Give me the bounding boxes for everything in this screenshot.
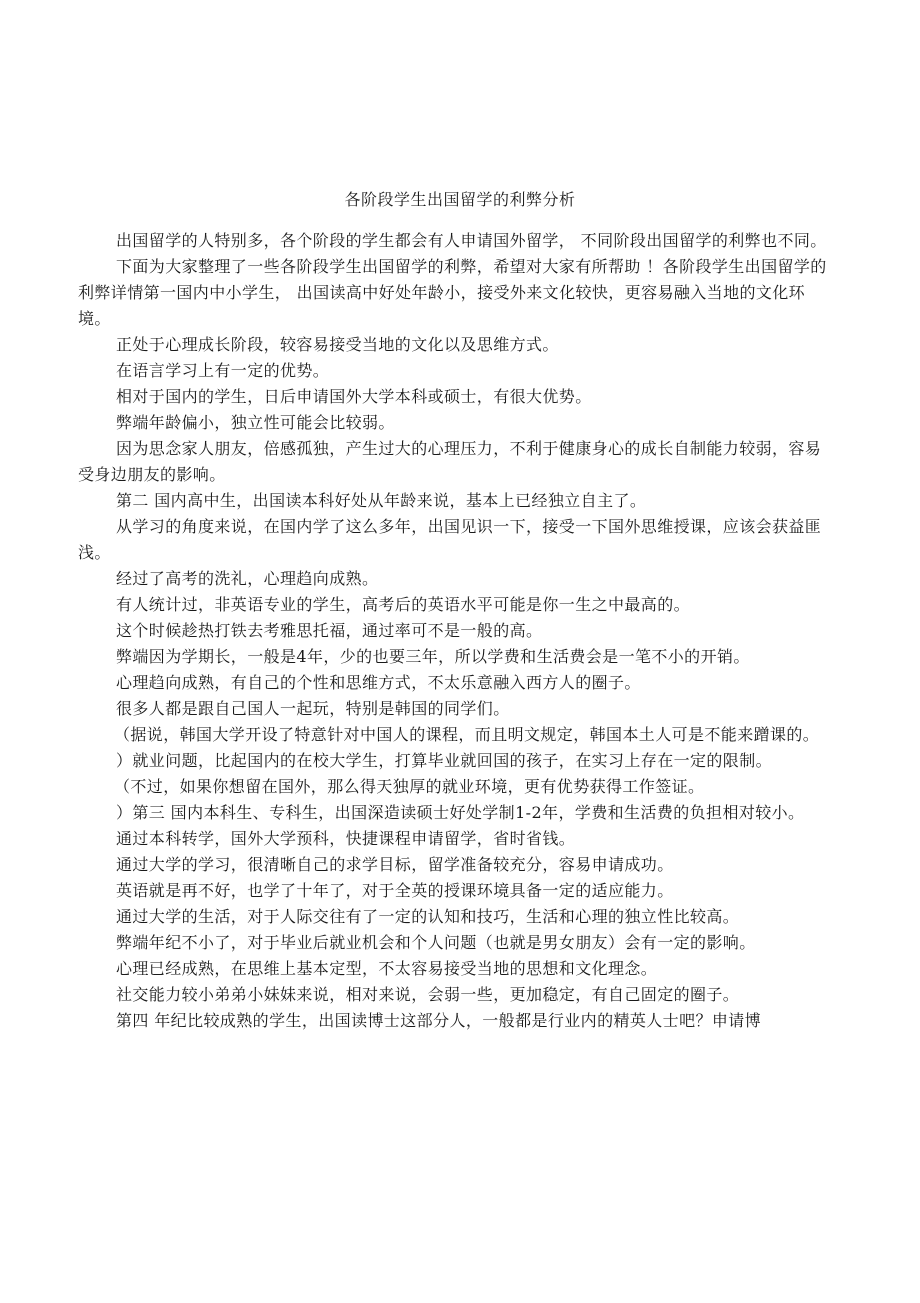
paragraph: 弊端年龄偏小，独立性可能会比较弱。 [116,413,395,432]
paragraph: 通过大学的学习，很清晰自己的求学目标，留学准备较充分，容易申请成功。 [116,855,674,874]
paragraph: 有人统计过，非英语专业的学生，高考后的英语水平可能是你一生之中最高的。 [116,595,691,614]
paragraph: 通过本科转学，国外大学预科，快捷课程申请留学，省时省钱。 [116,829,576,848]
paragraph: 弊端因为学期长，一般是4年，少的也要三年，所以学费和生活费会是一笔不小的开销。 [116,647,750,666]
paragraph: 很多人都是跟自己国人一起玩，特别是韩国的同学们。 [116,699,510,718]
paragraph: 经过了高考的洗礼，心理趋向成熟。 [116,569,379,588]
document-title: 各阶段学生出国留学的利弊分析 [344,190,576,209]
paragraph: 社交能力较小弟弟小妹妹来说，相对来说，会弱一些，更加稳定，有自己固定的圈子。 [116,985,740,1004]
paragraph: 通过大学的生活，对于人际交往有了一定的认知和技巧，生活和心理的独立性比较高。 [116,907,740,926]
paragraph: 心理已经成熟，在思维上基本定型，不太容易接受当地的思想和文化理念。 [116,959,658,978]
paragraph: （据说，韩国大学开设了特意针对中国人的课程，而且明文规定，韩国本土人可是不能来蹭课的。 [114,725,820,744]
paragraph: 因为思念家人朋友，倍感孤独，产生过大的心理压力，不利于健康身心的成长自制能力较弱，容易受身边朋友的影响。 [78,439,822,484]
paragraph: ）第三 国内本科生、专科生，出国深造读硕士好处学制1-2年，学费和生活费的负担相对较小。 [116,803,805,822]
document-body [78,228,830,1034]
paragraph: 第四 年纪比较成熟的学生，出国读博士这部分人，一般都是行业内的精英人士吧？申请博 [116,1011,762,1030]
paragraph: 在语言学习上有一定的优势。 [116,361,330,380]
paragraph: 这个时候趁热打铁去考雅思托福，通过率可不是一般的高。 [116,621,543,640]
paragraph: 正处于心理成长阶段，较容易接受当地的文化以及思维方式。 [116,335,559,354]
paragraph: （不过，如果你想留在国外，那么得天独厚的就业环境，更有优势获得工作签证。 [114,777,705,796]
paragraph: 下面为大家整理了一些各阶段学生出国留学的利弊，希望对大家有所帮助 ！各阶段学生出国留学的利弊详情第一国内中小学生， 出国读高中好处年龄小，接受外来文化较快，更容易融入当地的文化环境。 [78,257,827,328]
paragraph: 第二 国内高中生，出国读本科好处从年龄来说，基本上已经独立自主了。 [116,491,647,510]
paragraph: ）就业问题，比起国内的在校大学生，打算毕业就回国的孩子，在实习上存在一定的限制。 [116,751,773,770]
paragraph: 从学习的角度来说，在国内学了这么多年，出国见识一下，接受一下国外思维授课，应该会获益匪浅。 [78,517,822,562]
paragraph: 出国留学的人特别多，各个阶段的学生都会有人申请国外留学， 不同阶段出国留学的利弊也不同。 [116,231,827,250]
paragraph: 相对于国内的学生，日后申请国外大学本科或硕士，有很大优势。 [116,387,592,406]
paragraph: 心理趋向成熟，有自己的个性和思维方式，不太乐意融入西方人的圈子。 [116,673,641,692]
paragraph: 英语就是再不好，也学了十年了，对于全英的授课环境具备一定的适应能力。 [116,881,674,900]
paragraph: 弊端年纪不小了，对于毕业后就业机会和个人问题（也就是男女朋友）会有一定的影响。 [116,933,756,952]
